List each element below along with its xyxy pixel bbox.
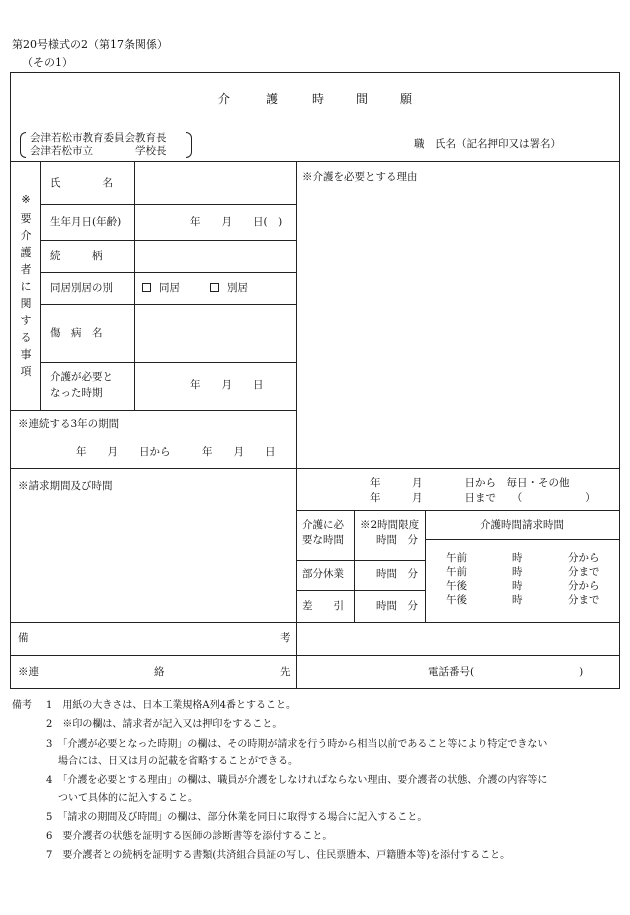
label-needed-time-2: 要な時間 xyxy=(302,534,344,546)
note-3b: 場合には、日又は月の記載を省略することができる。 xyxy=(58,756,298,767)
list-item: 分まで xyxy=(568,594,600,606)
note-5: 5 「請求の期間及び時間」の欄は、部分休業を同日に取得する場合に記入すること。 xyxy=(46,812,428,823)
list-item: 時 xyxy=(512,566,523,578)
bracket-right xyxy=(186,132,192,158)
note-4a: 4 「介護を必要とする理由」の欄は、職員が介護をしなければならない理由、要介護者の状態、介護の内容等に xyxy=(46,775,548,786)
label-contact-3: 先 xyxy=(280,666,291,678)
list-item: 午前 xyxy=(446,552,467,564)
consecutive-period-field[interactable]: 年 月 日から 年 月 日 xyxy=(76,446,276,458)
period-from[interactable]: 年 月 日から 毎日・その他 xyxy=(370,477,570,489)
list-item: 分まで xyxy=(568,566,600,578)
label-difference: 差 引 xyxy=(302,600,344,612)
list-item: 分から xyxy=(568,580,600,592)
form-subtitle: （その1） xyxy=(22,56,73,69)
bracket-left xyxy=(20,132,26,158)
option-cohabit[interactable]: 同居 xyxy=(142,282,180,295)
label-needed-time-1: 介護に必 xyxy=(302,519,344,531)
label-consecutive-period: ※連続する3年の期間 xyxy=(18,418,120,430)
note-4b: ついて具体的に記入すること。 xyxy=(58,793,198,804)
label-request-period: ※請求期間及び時間 xyxy=(18,480,113,492)
label-remarks-right: 考 xyxy=(280,632,291,644)
title-char: 介 xyxy=(218,92,231,106)
form-number: 第20号様式の2（第17条関係） xyxy=(12,38,168,51)
period-to[interactable]: 年 月 日まで （ ） xyxy=(370,492,596,504)
list-item: 時 xyxy=(512,552,523,564)
birthdate-field[interactable]: 年 月 日( ) xyxy=(190,216,283,228)
label-two-hour-limit: ※2時間限度 xyxy=(360,519,420,531)
addressee-line1: 会津若松市教育委員会教育長 xyxy=(30,132,167,144)
checkbox-icon[interactable] xyxy=(210,283,219,292)
difference-field[interactable]: 時間 分 xyxy=(376,600,418,612)
needed-time-field[interactable]: 時間 分 xyxy=(376,534,418,546)
label-remarks-left: 備 xyxy=(18,632,29,644)
note-1: 1 用紙の大きさは、日本工業規格A列4番とすること。 xyxy=(46,700,296,711)
checkbox-icon[interactable] xyxy=(142,283,151,292)
title-char: 護 xyxy=(266,92,279,106)
label-care-needed-2: なった時期 xyxy=(50,387,103,399)
label-cohabitation: 同居別居の別 xyxy=(50,282,113,294)
label-name: 氏 名 xyxy=(50,177,113,189)
list-item: 分から xyxy=(568,552,600,564)
label-contact-2: 絡 xyxy=(154,666,165,678)
notes-head: 備考 xyxy=(12,700,32,711)
label-care-needed-1: 介護が必要と xyxy=(50,371,113,383)
partial-leave-field[interactable]: 時間 分 xyxy=(376,568,418,580)
label-birthdate: 生年月日(年齢) xyxy=(50,216,122,228)
signer-label: 職 氏名（記名押印又は署名） xyxy=(414,138,561,150)
label-partial-leave: 部分休業 xyxy=(302,568,344,580)
list-item: 時 xyxy=(512,580,523,592)
title-char: 時 xyxy=(312,92,325,106)
phone-field[interactable]: 電話番号( ) xyxy=(428,666,584,678)
care-needed-date-field[interactable]: 年 月 日 xyxy=(190,379,264,391)
list-item: 午後 xyxy=(446,594,467,606)
note-7: 7 要介護者との続柄を証明する書類(共済組合員証の写し、住民票謄本、戸籍謄本等)を添付すること。 xyxy=(46,850,511,861)
title-char: 間 xyxy=(356,92,369,106)
list-item: 午後 xyxy=(446,580,467,592)
list-item: 午前 xyxy=(446,566,467,578)
note-3a: 3 「介護が必要となった時期」の欄は、その時期が請求を行う時から相当以前であること等により特定できない xyxy=(46,739,548,750)
label-relation: 続 柄 xyxy=(50,250,103,262)
addressee-line2: 会津若松市立 学校長 xyxy=(30,145,167,157)
label-contact-1: ※連 xyxy=(18,666,39,678)
label-illness: 傷 病 名 xyxy=(50,327,103,339)
note-2: 2 ※印の欄は、請求者が記入又は押印をすること。 xyxy=(46,719,283,730)
title-char: 願 xyxy=(400,92,413,106)
option-separate[interactable]: 別居 xyxy=(210,282,248,295)
label-requested-time: 介護時間請求時間 xyxy=(480,519,564,531)
list-item: 時 xyxy=(512,594,523,606)
note-6: 6 要介護者の状態を証明する医師の診断書等を添付すること。 xyxy=(46,831,333,842)
label-reason: ※介護を必要とする理由 xyxy=(302,171,418,183)
